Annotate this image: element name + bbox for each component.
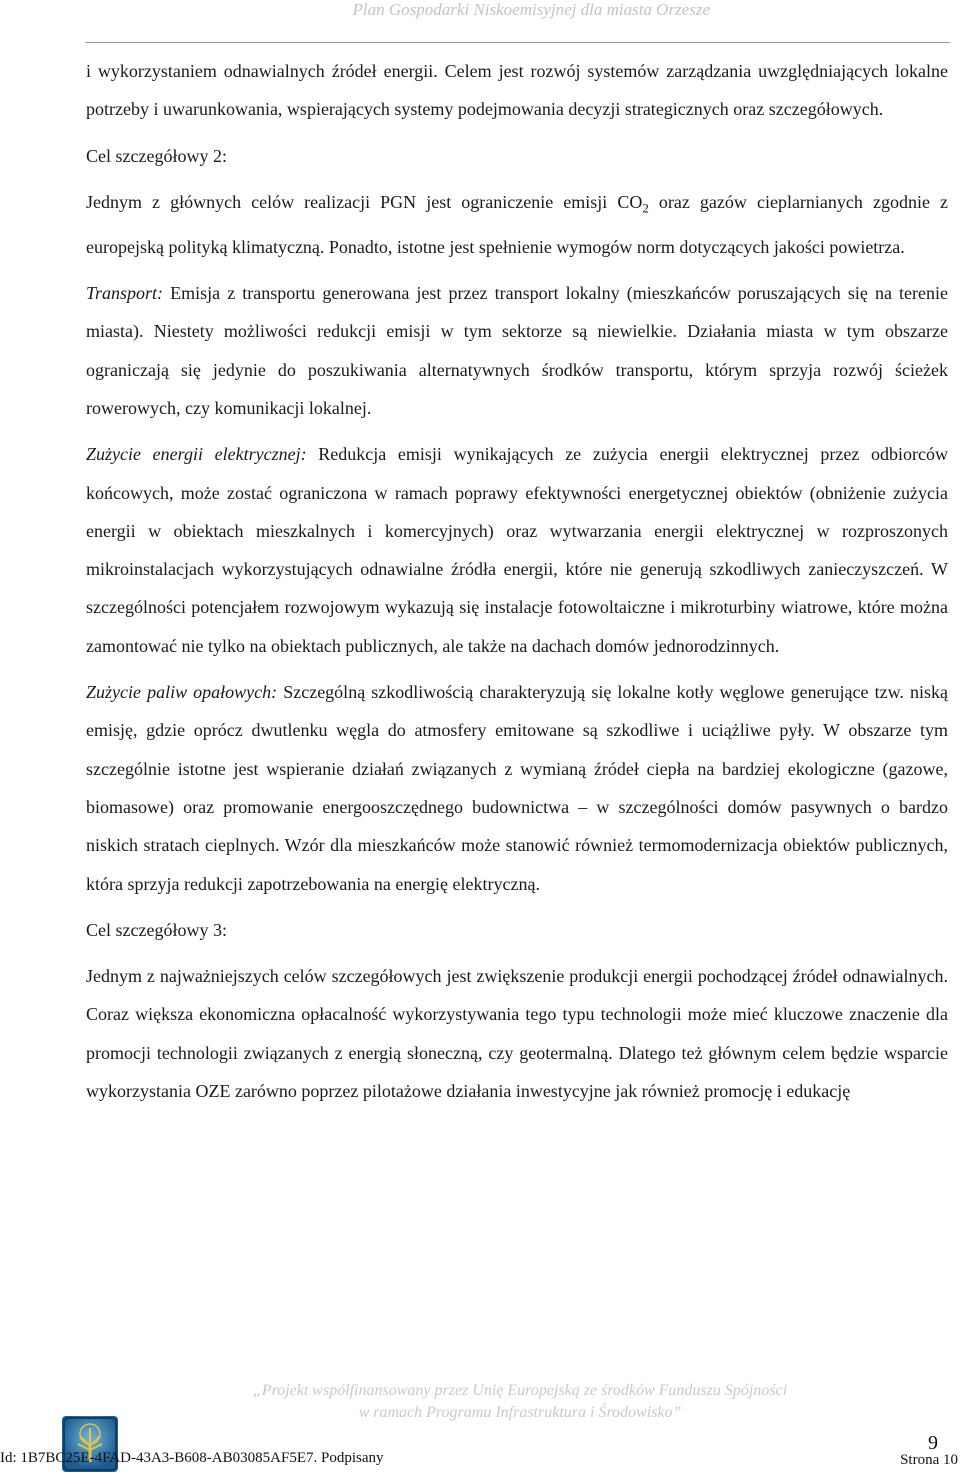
fuel-label: Zużycie paliw opałowych: bbox=[86, 682, 278, 703]
fuel-paragraph bbox=[86, 673, 948, 903]
transport-label: Transport: bbox=[86, 283, 164, 304]
document-id: Id: 1B7BC25E-4FAD-43A3-B608-AB03085AF5E7. Podpisany bbox=[0, 1450, 384, 1466]
header-divider bbox=[85, 42, 950, 43]
page-label: Strona 10 bbox=[900, 1452, 958, 1468]
document-title: Plan Gospodarki Niskoemisyjnej dla miasta Orzesze bbox=[352, 0, 710, 19]
goal3-heading: Cel szczegółowy 3: bbox=[86, 919, 227, 940]
funding-note bbox=[200, 1380, 840, 1424]
document-body bbox=[86, 52, 948, 1110]
transport-text: Emisja z transportu generowana jest przez transport lokalny (mieszkańców poruszających się na terenie miasta). Niestety możliwości redukcji emisji w tym sektorze są niewielkie. Działania miasta w tym obszarze ograniczają się jedynie do poszukiwania alternatywnych środków transportu, którym sprzyja rozwój ścieżek rowerowych, czy komunikacji lokalnej. bbox=[86, 283, 948, 418]
fuel-text: Szczególną szkodliwością charakteryzują się lokalne kotły węglowe generujące tzw. niską emisję, gdzie oprócz dwutlenku węgla do atmosfery emitowane są szkodliwe i uciążliwe pyły. W obszarze tym szczególnie istotne jest wspieranie działań związanych z wymianą źródeł ciepła na bardziej ekologiczne (gazowe, biomasowe) oraz promowanie energooszczędnego budownictwa – w szczególności domów pasywnych o bardzo niskich stratach cieplnych. Wzór dla mieszkańców może stanowić również termomodernizacja obiektów publicznych, która sprzyja redukcji zapotrzebowania na energię elektryczną. bbox=[86, 682, 948, 894]
electric-label: Zużycie energii elektrycznej: bbox=[86, 444, 307, 465]
funding-note-line2: w ramach Programu Infrastruktura i Środowisko” bbox=[358, 1404, 682, 1421]
electric-paragraph bbox=[86, 435, 948, 665]
goal2-text-end: oraz gazów cieplarnianych zgodnie z europejską polityką klimatyczną. Ponadto, istotne jest spełnienie wymogów norm dotyczących jakości powietrza. bbox=[86, 191, 948, 257]
goal2-text-start: Jednym z głównych celów realizacji PGN jest ograniczenie emisji CO bbox=[86, 191, 643, 212]
page-header bbox=[0, 0, 960, 44]
goal3-paragraph: Jednym z najważniejszych celów szczegółowych jest zwiększenie produkcji energii pochodzącej źródeł odnawialnych. Coraz większa ekonomiczna opłacalność wykorzystywania tego typu technologii może mieć kluczowe znaczenie dla promocji technologii związanych z energią słoneczną, czy geotermalną. Dlatego też głównym celem będzie wsparcie wykorzystania OZE zarówno poprzez pilotażowe działania inwestycyjne jak również promocję i edukację bbox=[86, 966, 948, 1102]
co2-subscript: 2 bbox=[642, 200, 649, 216]
transport-paragraph bbox=[86, 274, 948, 427]
goal2-paragraph bbox=[86, 183, 948, 266]
goal2-heading: Cel szczegółowy 2: bbox=[86, 145, 227, 166]
page-number: 9 bbox=[928, 1432, 938, 1454]
intro-paragraph: i wykorzystaniem odnawialnych źródeł energii. Celem jest rozwój systemów zarządzania uwzględniających lokalne potrzeby i uwarunkowania, wspierających systemy podejmowania decyzji strategicznych oraz szczegółowych. bbox=[86, 61, 948, 120]
funding-note-line1: „Projekt współfinansowany przez Unię Europejską ze środków Funduszu Spójności bbox=[252, 1382, 788, 1399]
electric-text: Redukcja emisji wynikających ze zużycia energii elektrycznej przez odbiorców końcowych, może zostać ograniczona w ramach poprawy efektywności energetycznej obiektów (obniżenie zużycia energii w obiektach mieszkalnych i komercyjnych) oraz wytwarzania energii elektrycznej w rozproszonych mikroinstalacjach wykorzystujących odnawialne źródła energii, które nie generują szkodliwych zanieczyszczeń. W szczególności potencjałem rozwojowym wykazują się instalacje fotowoltaiczne i mikroturbiny wiatrowe, które można zamontować nie tylko na obiektach publicznych, ale także na dachach domów jednorodzinnych. bbox=[86, 444, 949, 656]
